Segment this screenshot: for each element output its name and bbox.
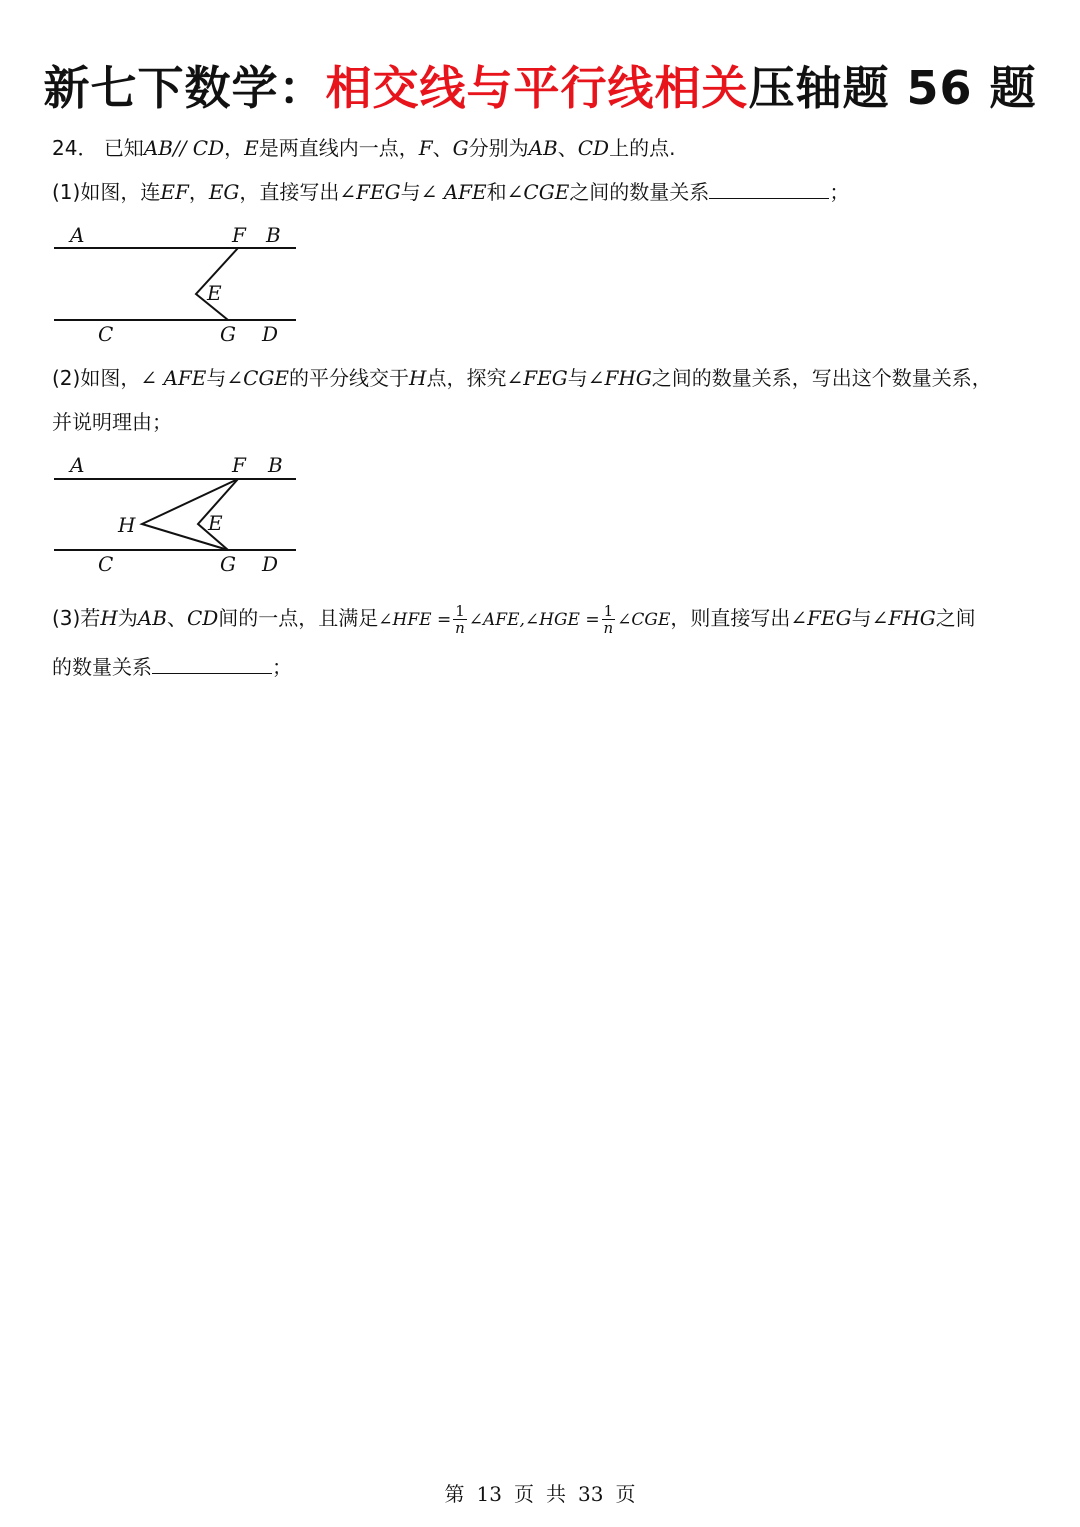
- math-term: ∠FHG: [587, 366, 652, 390]
- math-term: ∠FEG: [790, 606, 852, 630]
- intro-math: E: [244, 136, 259, 160]
- label-d: D: [262, 552, 279, 576]
- part-1-label: (1)如图，连: [52, 180, 161, 204]
- question-number: 24．: [52, 136, 98, 160]
- text-run: ，: [188, 180, 209, 204]
- figure-1: [50, 220, 310, 350]
- label-a: A: [70, 223, 85, 247]
- intro-math: AB: [528, 136, 558, 160]
- fraction-1-over-n: [602, 603, 616, 636]
- answer-blank-1[interactable]: [709, 178, 829, 199]
- intro-math: CD: [577, 136, 610, 160]
- page-total: 33: [578, 1482, 604, 1506]
- title-part-1: 新七下数学：: [43, 61, 326, 115]
- math-term: H: [100, 606, 118, 630]
- part-2-prompt-line-2: 并说明理由；: [52, 410, 172, 434]
- math-term: ∠FHG: [871, 606, 936, 630]
- page-number: 13: [476, 1482, 502, 1506]
- page-title: [0, 52, 1080, 118]
- intro-text: 上的点.: [609, 136, 676, 160]
- fraction-1-over-n: [453, 603, 467, 636]
- fraction-numerator: 1: [455, 602, 465, 620]
- label-a: A: [70, 453, 85, 477]
- label-f: F: [232, 453, 246, 477]
- fraction-denominator: n: [455, 619, 465, 637]
- text-run: 之间: [935, 606, 976, 630]
- footer-word: 共: [546, 1482, 566, 1506]
- text-run: 与: [206, 366, 227, 390]
- intro-math: G: [452, 136, 469, 160]
- label-h: H: [118, 513, 136, 537]
- part-1-prompt: [52, 177, 849, 207]
- footer-word: 第: [444, 1482, 465, 1506]
- intro-text: 分别为: [468, 136, 529, 160]
- text-run: ，直接写出: [239, 180, 340, 204]
- math-term: ∠ AFE: [420, 180, 487, 204]
- answer-blank-3[interactable]: [152, 653, 272, 674]
- fraction-denominator: n: [603, 619, 614, 637]
- segments-fh-hg: [142, 479, 238, 550]
- text-run: 的数量关系: [52, 655, 152, 679]
- intro-math: F: [418, 136, 433, 160]
- label-b: B: [268, 453, 283, 477]
- math-term: ∠FEG: [506, 366, 568, 390]
- intro-text: 、: [557, 136, 578, 160]
- math-term: ∠CGE: [617, 610, 671, 630]
- page-footer: [0, 1478, 1080, 1507]
- text-run: 的平分线交于: [289, 366, 410, 390]
- math-term: EG: [208, 180, 240, 204]
- math-term: EF: [160, 180, 189, 204]
- fraction-numerator: 1: [603, 602, 614, 620]
- text-run: 为: [117, 606, 138, 630]
- footer-word: 页: [514, 1482, 534, 1506]
- math-term: AB: [137, 606, 167, 630]
- part-2-label: (2)如图，: [52, 366, 141, 390]
- question-intro: [52, 133, 675, 163]
- text-run: 点，探究: [426, 366, 507, 390]
- label-e: E: [207, 281, 222, 305]
- label-c: C: [98, 552, 114, 576]
- intro-text: ，: [224, 136, 245, 160]
- label-c: C: [98, 322, 114, 346]
- intro-text: 已知: [103, 136, 144, 160]
- label-d: D: [262, 322, 279, 346]
- math-term: ∠HFE =: [378, 610, 452, 630]
- figure-2: [50, 450, 310, 580]
- math-term: ∠CGE: [226, 366, 290, 390]
- math-term: ∠ AFE: [140, 366, 207, 390]
- text-run: 、: [166, 606, 187, 630]
- intro-math: AB// CD: [143, 136, 225, 160]
- text-run: ；: [829, 180, 850, 204]
- label-g: G: [220, 552, 236, 576]
- intro-text: 、: [432, 136, 453, 160]
- part-2-prompt: [52, 363, 992, 393]
- label-e: E: [208, 511, 223, 535]
- math-term: ∠FEG: [339, 180, 401, 204]
- math-term: H: [409, 366, 427, 390]
- part-3-label: (3)若: [52, 606, 101, 630]
- text-run: 和: [486, 180, 507, 204]
- math-term: ∠CGE: [506, 180, 570, 204]
- footer-word: 页: [615, 1482, 636, 1506]
- label-g: G: [220, 322, 236, 346]
- text-run: 与: [400, 180, 421, 204]
- math-term: CD: [186, 606, 219, 630]
- label-f: F: [232, 223, 246, 247]
- label-b: B: [266, 223, 281, 247]
- text-run: 间的一点，且满足: [218, 606, 379, 630]
- text-run: 与: [851, 606, 872, 630]
- math-term: ∠AFE,∠HGE =: [468, 610, 600, 630]
- title-part-3: 压轴题 56 题: [748, 61, 1037, 115]
- title-part-2-highlight: 相交线与平行线相关: [325, 61, 749, 115]
- intro-text: 是两直线内一点，: [258, 136, 419, 160]
- text-run: 之间的数量关系: [569, 180, 710, 204]
- text-run: ；: [272, 655, 292, 679]
- part-3-prompt-line-2: [52, 652, 292, 682]
- text-run: 与: [567, 366, 588, 390]
- text-run: 之间的数量关系，写出这个数量关系，: [651, 366, 992, 390]
- text-run: ，则直接写出: [670, 606, 791, 630]
- part-3-prompt: [52, 601, 976, 637]
